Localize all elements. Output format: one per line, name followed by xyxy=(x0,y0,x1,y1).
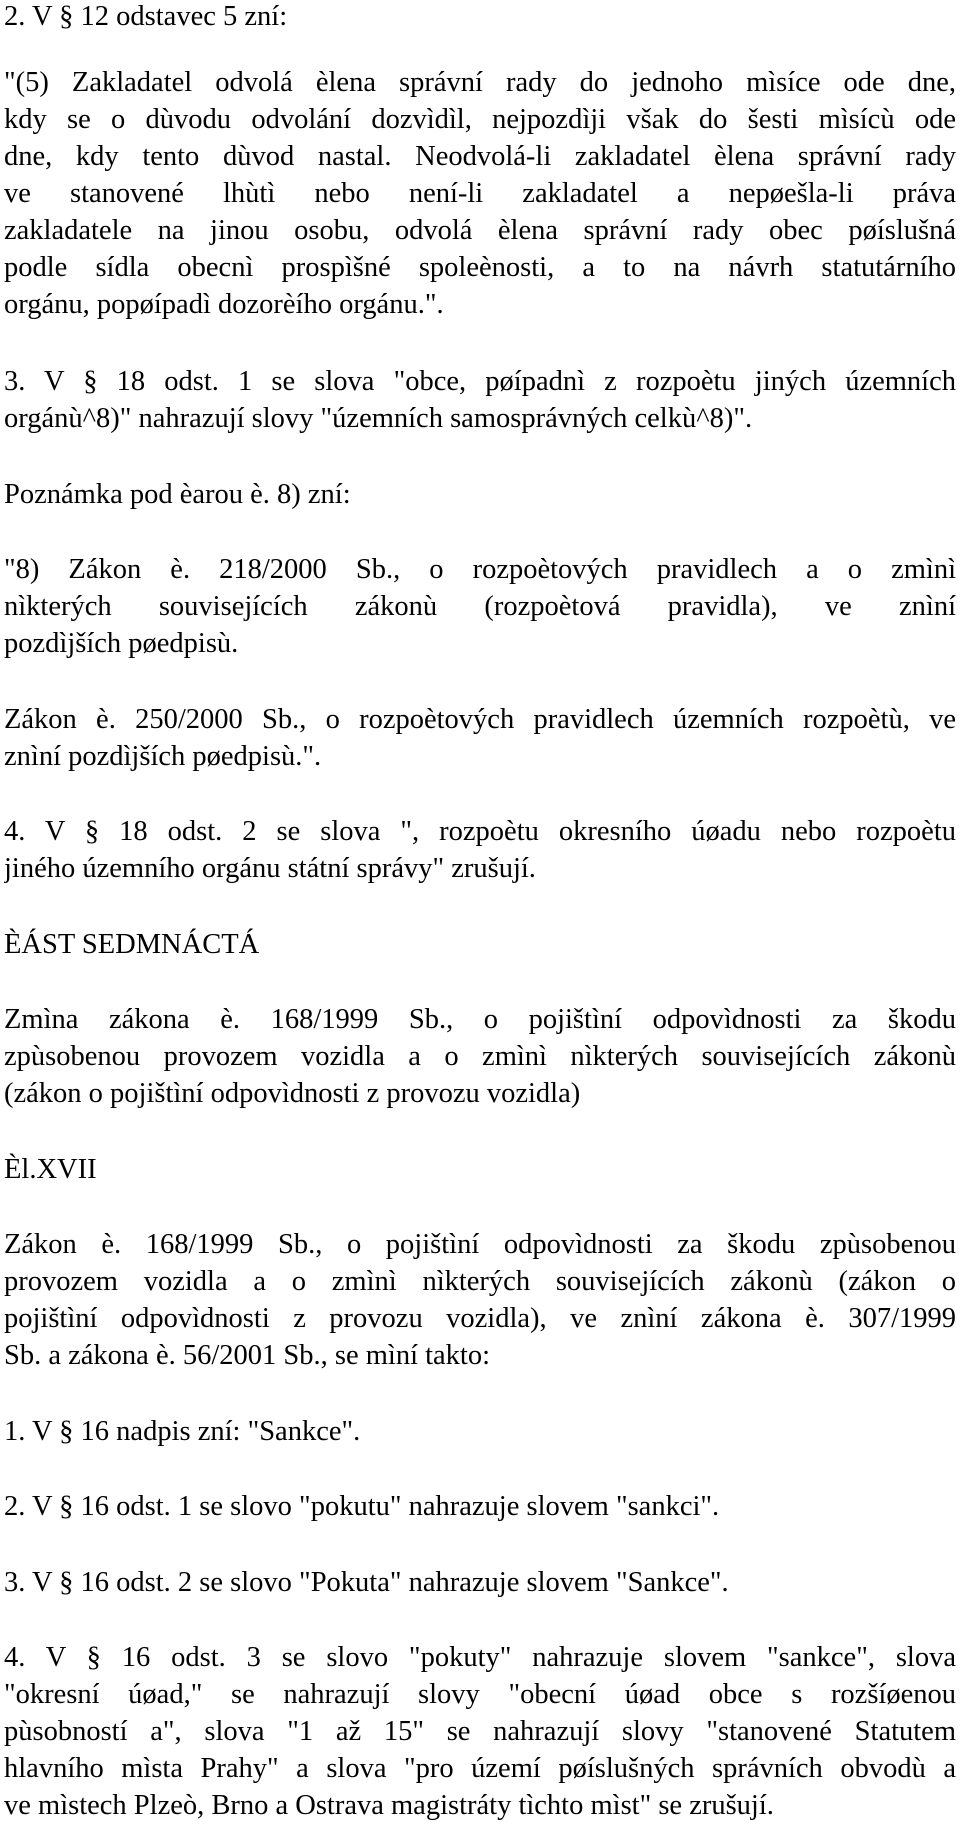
text-line: Zákon è. 250/2000 Sb., o rozpoètových pravidlech územních rozpoètù, ve xyxy=(4,704,956,735)
text-line: Sb. a zákona è. 56/2001 Sb., se mìní takto: xyxy=(4,1340,491,1371)
text-line: 2. V § 16 odst. 1 se slovo "pokutu" nahrazuje slovem "sankci". xyxy=(4,1491,720,1522)
text-line: Zákon è. 168/1999 Sb., o pojištìní odpovìdnosti za škodu zpùsobenou xyxy=(4,1229,956,1260)
text-line: 1. V § 16 nadpis zní: "Sankce". xyxy=(4,1416,361,1447)
text-line: Zmìna zákona è. 168/1999 Sb., o pojištìní odpovìdnosti za škodu xyxy=(4,1004,956,1035)
text-line: dne, kdy tento dùvod nastal. Neodvolá-li zakladatel èlena správní rady xyxy=(4,141,956,172)
text-line: orgánù^8)" nahrazují slovy "územních samosprávných celkù^8)". xyxy=(4,403,753,434)
text-line: 4. V § 16 odst. 3 se slovo "pokuty" nahrazuje slovem "sankce", slova xyxy=(4,1642,956,1673)
text-line: 4. V § 18 odst. 2 se slova ", rozpoètu okresního úøadu nebo rozpoètu xyxy=(4,816,956,847)
text-line: nìkterých souvisejících zákonù (rozpoètová pravidla), ve znìní xyxy=(4,591,956,622)
section-heading: ÈÁST SEDMNÁCTÁ xyxy=(4,929,260,960)
text-line: "8) Zákon è. 218/2000 Sb., o rozpoètových pravidlech a o zmìnì xyxy=(4,554,956,585)
text-line: jiného územního orgánu státní správy" zrušují. xyxy=(4,853,536,884)
text-line: pùsobností a", slova "1 až 15" se nahrazují slovy "stanovené Statutem xyxy=(4,1716,956,1747)
text-line: "okresní úøad," se nahrazují slovy "obecní úøad obce s rozšíøenou xyxy=(4,1679,956,1710)
text-line: "(5) Zakladatel odvolá èlena správní rady do jednoho mìsíce ode dne, xyxy=(4,67,956,98)
text-line: ve mìstech Plzeò, Brno a Ostrava magistráty tìchto mìst" se zrušují. xyxy=(4,1790,774,1821)
text-line: hlavního mìsta Prahy" a slova "pro území pøíslušných správních obvodù a xyxy=(4,1753,956,1784)
article-heading: Èl.XVII xyxy=(4,1154,97,1185)
text-line: pozdìjších pøedpisù. xyxy=(4,628,239,659)
text-line: ve stanovené lhùtì nebo není-li zakladatel a nepøešla-li práva xyxy=(4,178,956,209)
text-line: 3. V § 18 odst. 1 se slova "obce, pøípadnì z rozpoètu jiných územních xyxy=(4,366,956,397)
text-line: 2. V § 12 odstavec 5 zní: xyxy=(4,1,288,32)
text-line: kdy se o dùvodu odvolání dozvìdìl, nejpozdìji však do šesti mìsícù ode xyxy=(4,104,956,135)
text-line: (zákon o pojištìní odpovìdnosti z provozu vozidla) xyxy=(4,1078,581,1109)
text-line: orgánu, popøípadì dozorèího orgánu.". xyxy=(4,289,444,320)
text-line: znìní pozdìjších pøedpisù.". xyxy=(4,741,322,772)
text-line: Poznámka pod èarou è. 8) zní: xyxy=(4,479,351,510)
text-line: podle sídla obecnì prospìšné spoleènosti, a to na návrh statutárního xyxy=(4,252,956,283)
text-line: 3. V § 16 odst. 2 se slovo "Pokuta" nahrazuje slovem "Sankce". xyxy=(4,1567,729,1598)
text-line: zakladatele na jinou osobu, odvolá èlena správní rady obec pøíslušná xyxy=(4,215,956,246)
text-line: pojištìní odpovìdnosti z provozu vozidla), ve znìní zákona è. 307/1999 xyxy=(4,1303,956,1334)
text-line: provozem vozidla a o zmìnì nìkterých souvisejících zákonù (zákon o xyxy=(4,1266,956,1297)
text-line: zpùsobenou provozem vozidla a o zmìnì nìkterých souvisejících zákonù xyxy=(4,1041,956,1072)
